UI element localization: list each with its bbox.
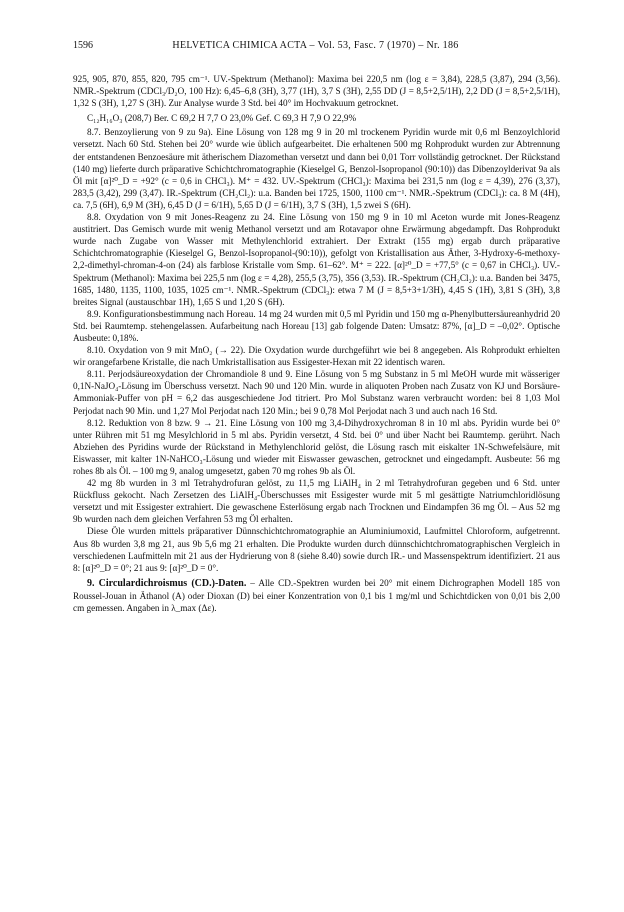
section-8-8: 8.8. Oxydation von 9 mit Jones-Reagenz zu 24. Eine Lösung von 150 mg 9 in 10 ml Aceton wurde mit Jones-Reagenz austitriert. Das Gemisch wurde mit wenig Methanol versetzt und am Rotavapor ohne Erwärmung abgedampft. Das Rohprodukt wurde nach Zugabe von Wasser mit Methylenchlorid extrahiert. Der Extrakt (155 mg) ergab durch präparative Schichtchromatographie (Kieselgel G, Benzol-Isopropanol-(90:10)), gefolgt von Kristallisation aus Äther, 3-Hydroxy-6-methoxy-2,2-dimethyl-chroman-4-on (24) als farblose Kristalle vom Smp. 61–62°. M⁺ = 222. [α]²⁰_D = +77,5° (c = 0,67 in CHCl₃). UV.-Spektrum (Methanol): Maxima bei 225,5 nm (log ε = 4,28), 255,5 (3,75), 356 (3,53). IR.-Spektrum (CH₂Cl₂): u.a. Banden bei 3475, 1685, 1480, 1135, 1100, 1035, 1025 cm⁻¹. NMR.-Spektrum (CDCl₃): etwa 7 M (J = 8,5+3+1/3H), 4,45 S (1H), 3,81 S (3H), 3,8 breites Signal (austauschbar 1H), 1,65 S und 1,20 S (6H).: [73, 212, 560, 307]
lialh4-paragraph: 42 mg 8b wurden in 3 ml Tetrahydrofuran gelöst, zu 11,5 mg LiAlH₄ in 2 ml Tetrahydrofuran gegeben und 6 Std. unter Rückfluss gekocht. Nach Zersetzen des LiAlH₄-Überschusses mit Essigester wurde mit 5 ml gesättigte Natriumchloridlösung versetzt und mit Essigester extrahiert. Die gewaschene Esterlösung ergab nach Trocknen und Eindampfen 36 mg Öl. – Aus 52 mg 9b wurden nach dem gleichen Verfahren 53 mg Öl erhalten.: [73, 478, 560, 525]
section-8-11: 8.11. Perjodsäureoxydation der Chromandiole 8 und 9. Eine Lösung von 5 mg Substanz in 5 ml MeOH wurde mit wässeriger 0,1N-NaJO₄-Lösung im Überschuss versetzt. Nach 90 und 120 Min. wurde in aliquoten Proben nach Zusatz von KJ und Borsäure-Ammoniak-Puffer von pH = 6,2 das ausgeschiedene Jod titriert. Pro Mol Substanz waren verbraucht worden: bei 8 1,03 Mol Perjodat nach 90 Min. und 1,27 Mol Perjodat nach 120 Min.; bei 9 0,78 Mol Perjodat nach 3 und auch nach 16 Std.: [73, 369, 560, 416]
running-header: [73, 40, 560, 51]
section-9: [73, 577, 560, 614]
article-body: [73, 73, 560, 614]
spectrum-paragraph: 925, 905, 870, 855, 820, 795 cm⁻¹. UV.-Spektrum (Methanol): Maxima bei 220,5 nm (log ε = 3,84), 228,5 (3,87), 294 (3,56). NMR.-Spektrum (CDCl₃/D₂O, 100 Hz): 6,45–6,8 (3H), 3,77 (1H), 3,7 S (3H), 2,55 DD (J = 8,5+2,5/1H), 2,2 DD (J = 8,5+2,5/1H), 1,32 S (3H), 1,27 S (3H). Zur Analyse wurde 3 Std. bei 40° im Hochvakuum getrocknet.: [73, 74, 560, 109]
running-title: HELVETICA CHIMICA ACTA – Vol. 53, Fasc. 7 (1970) – Nr. 186: [172, 40, 459, 51]
section-8-12: 8.12. Reduktion von 8 bzw. 9 → 21. Eine Lösung von 100 mg 3,4-Dihydroxychroman 8 in 10 ml abs. Pyridin wurde bei 0° unter Rühren mit 51 mg Mesylchlorid in 5 ml abs. Pyridin versetzt, 4 Std. bei 0° und über Nacht bei Raumtemp. gerührt. Nach Abziehen des Pyridins wurde der Rückstand in Methylenchlorid gelöst, die Lösung rasch mit eiskalter 1N-Schwefelsäure, mit Eiswasser, mit kalter 1N-NaHCO₃-Lösung und wieder mit Eiswasser gewaschen, getrocknet und eingedampft. Ausbeute: 56 mg rohes 8b als Öl. – 100 mg 9, analog umgesetzt, gaben 70 mg rohes 9b als Öl.: [73, 417, 560, 476]
section-8-7: 8.7. Benzoylierung von 9 zu 9a). Eine Lösung von 128 mg 9 in 20 ml trockenem Pyridin wurde mit 0,6 ml Benzoylchlorid versetzt. Nach 60 Std. Stehen bei 20° wurde wie üblich aufgearbeitet. Die erhaltenen 500 mg Rohprodukt wurden zur Abtrennung der entstandenen Benzoesäure mit ätherischem Diazomethan versetzt und dann bei 0,01 Torr vollständig getrocknet. Der Rückstand (140 mg) lieferte durch präparative Schichtchromatographie (Kieselgel G, Benzol-Isopropanol (90:10)) das Dibenzoylderivat 9a als Öl mit [α]²⁰_D = +92° (c = 0,6 in CHCl₃). M⁺ = 432. UV.-Spektrum (CHCl₃): Maxima bei 231,5 nm (log ε = 4,39), 276 (3,37), 283,5 (3,42), 299 (3,47). IR.-Spektrum (CH₂Cl₂): u.a. Banden bei 1725, 1500, 1100 cm⁻¹. NMR.-Spektrum (CDCl₃): ca. 8 M (4H), ca. 7,5 (6H), 6,9 M (3H), 6,45 D (J = 6/1H), 5,65 D (J = 6/1H), 3,7 S (3H), 1,5 zwei S (6H).: [73, 127, 560, 210]
section-8-10: 8.10. Oxydation von 9 mit MnO₂ (→ 22). Die Oxydation wurde durchgeführt wie bei 8 angegeben. Als Rohprodukt erhielten wir orangefarbene Kristalle, die nach Umkristallisation aus Essigester-Hexan mit 22 identisch waren.: [73, 345, 560, 368]
chromatography-paragraph: Diese Öle wurden mittels präparativer Dünnschichtchromatographie an Aluminiumoxid, Laufmittel Chloroform, aufgetrennt. Aus 8b wurden 3,8 mg 21, aus 9b 5,6 mg 21 erhalten. Die Produkte wurden durch dünnschichtchromatographischen Vergleich in verschiedenen Laufmitteln mit 21 aus der Hydrierung von 8 (siehe 8.40) sowie durch IR.- und Massenspektrum identifiziert. 21 aus 8: [α]²⁰_D = 0°; 21 aus 9: [α]²⁰_D = 0°.: [73, 526, 560, 573]
section-9-text: – Alle CD.-Spektren wurden bei 20° mit einem Dichrographen Modell 185 von Roussel-Jouan in Äthanol (A) oder Dioxan (D) bei einer Konzentration von 0,1 bis 1 mg/ml und Schichtdicken von 0,01 bis 2,00 cm gemessen. Angaben in λ_max (Δε).: [73, 577, 560, 614]
page-number: 1596: [73, 40, 93, 51]
elemental-analysis: C₁₂H₁₆O₃ (208,7) Ber. C 69,2 H 7,7 O 23,0% Gef. C 69,3 H 7,9 O 22,9%: [87, 113, 357, 124]
section-9-heading: 9. Circulardichroismus (CD.)-Daten.: [87, 577, 247, 589]
journal-page: [73, 40, 560, 614]
section-8-9: 8.9. Konfigurationsbestimmung nach Horeau. 14 mg 24 wurden mit 0,5 ml Pyridin und 150 mg α-Phenylbuttersäureanhydrid 20 Std. bei Raumtemp. stehengelassen. Aufarbeitung nach Horeau [13] gab folgende Daten: Umsatz: 87%, [α]_D = –0,02°. Optische Ausbeute: 0,18%.: [73, 308, 560, 343]
